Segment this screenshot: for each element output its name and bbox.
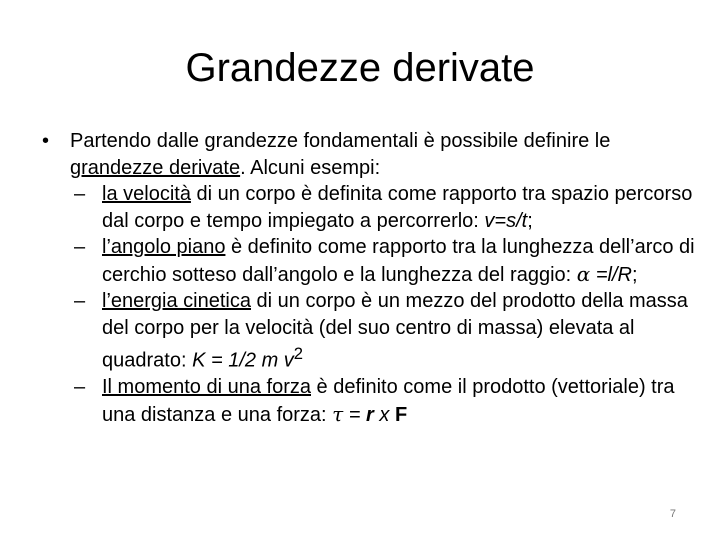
vector-r: r	[366, 403, 374, 426]
formula: =l/R	[590, 263, 632, 286]
sub-item-text: è definito come rapporto tra la lunghezza dell’arco di cerchio sotteso dall’angolo e la lunghezza del raggio:	[102, 236, 695, 286]
slide-number: 7	[669, 508, 676, 520]
sub-item-text: è definito come il prodotto (vettoriale) tra una distanza e una forza:	[102, 376, 675, 426]
formula-exponent: 2	[293, 344, 304, 363]
sub-item-velocity	[42, 181, 702, 234]
dash-mark: –	[74, 290, 86, 312]
bullet-mark: •	[42, 130, 50, 152]
formula-tail: ;	[527, 209, 533, 232]
dash-mark: –	[74, 236, 86, 258]
vector-f: F	[394, 403, 408, 426]
sub-item-torque	[42, 374, 702, 428]
bullet-text-a: Partendo dalle grandezze fondamentali è possibile definire le	[70, 130, 611, 152]
dash-mark: –	[74, 183, 86, 205]
sub-item-text: di un corpo è definita come rapporto tra spazio percorso dal corpo e tempo impiegato a percorrerlo:	[102, 183, 693, 232]
slide-content	[42, 128, 702, 428]
formula-tail: ;	[631, 263, 638, 286]
alpha-symbol: α	[576, 261, 591, 286]
bullet-text-b: . Alcuni esempi:	[240, 156, 381, 179]
tau-symbol: τ	[332, 401, 344, 426]
sub-item-term: l’angolo piano	[102, 236, 226, 258]
formula-equals: =	[343, 403, 367, 426]
dash-mark: –	[74, 376, 86, 399]
formula: K = 1/2 m v	[192, 349, 294, 372]
sub-item-text: di un corpo è un mezzo del prodotto della massa del corpo per la velocità (del suo centro di massa) elevata al quadrato:	[102, 290, 688, 372]
sub-item-kinetic-energy	[42, 288, 702, 374]
cross-sign: x	[373, 403, 395, 426]
sub-item-angle	[42, 234, 702, 288]
sub-item-term: l’energia cinetica	[102, 290, 251, 312]
formula: v=s/t	[484, 209, 528, 232]
slide-title: Grandezze derivate	[185, 46, 535, 90]
main-bullet	[42, 128, 702, 181]
sub-item-term: la velocità	[102, 183, 191, 205]
sub-item-term: Il momento di una forza	[102, 376, 311, 399]
bullet-term: grandezze derivate	[70, 156, 241, 179]
